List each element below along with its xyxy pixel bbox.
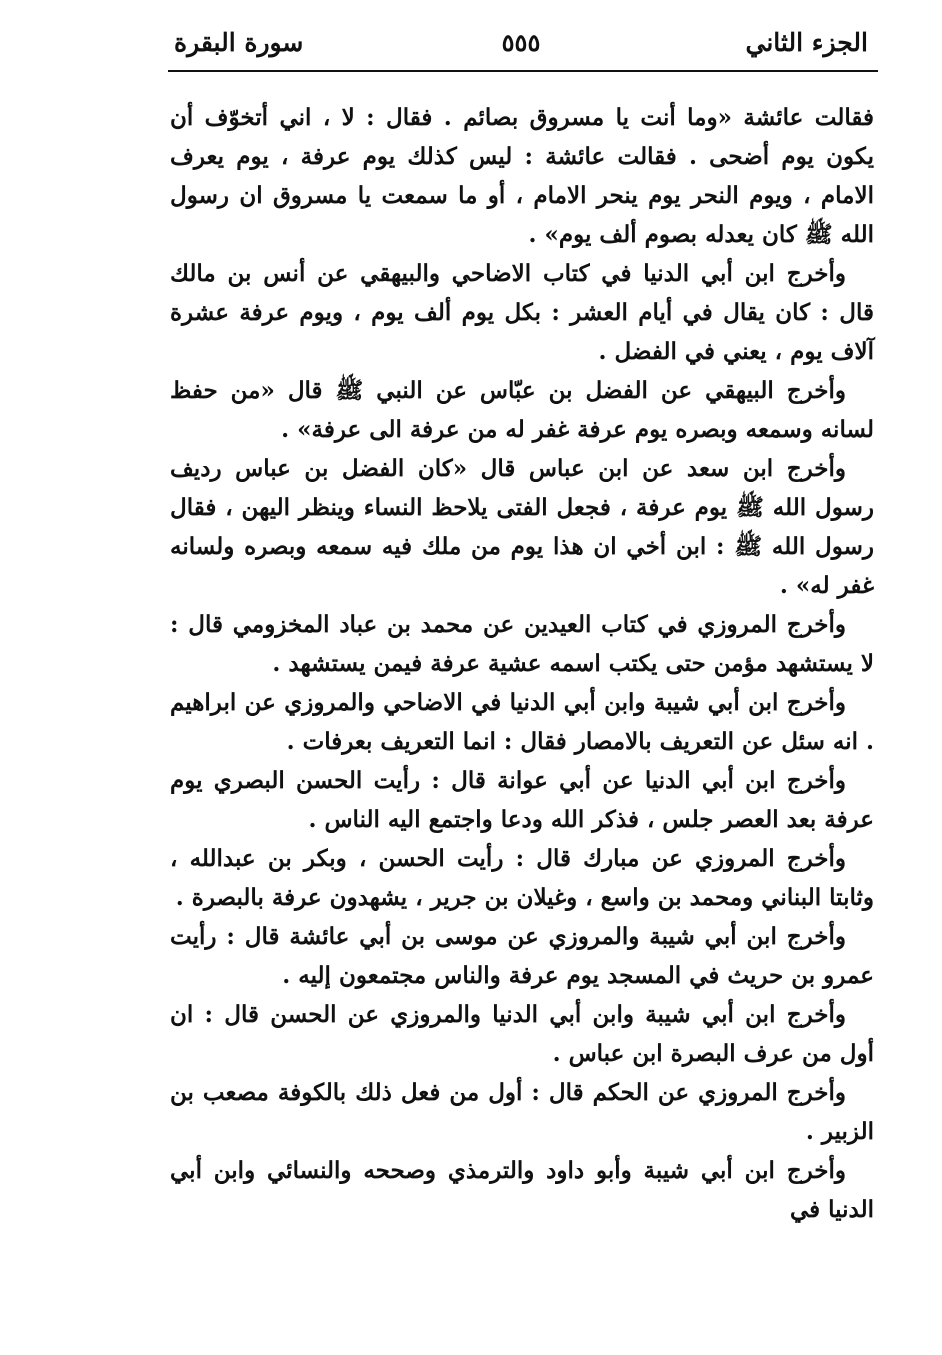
paragraph: وأخرج ابن أبي شيبة وابن أبي الدنيا في الاضاحي والمروزي عن ابراهيم . انه سئل عن التعريف بالامصار فقال : انما التعريف بعرفات . [170, 689, 874, 755]
page-header [168, 24, 874, 68]
paragraph: وأخرج ابن أبي الدنيا في كتاب الاضاحي والبيهقي عن أنس بن مالك قال : كان يقال في أيام العشر : بكل يوم ألف يوم ، ويوم عرفة عشرة آلاف يوم ، يعني في الفضل . [170, 260, 874, 365]
header-divider [168, 70, 878, 72]
paragraph: وأخرج المروزي في كتاب العيدين عن محمد بن عباد المخزومي قال : لا يستشهد مؤمن حتى يكتب اسمه عشية عرفة فيمن يستشهد . [170, 611, 874, 677]
paragraph: وأخرج ابن أبي الدنيا عن أبي عوانة قال : رأيت الحسن البصري يوم عرفة بعد العصر جلس ، فذكر الله ودعا واجتمع اليه الناس . [170, 767, 874, 833]
page-number: ٥٥٥ [501, 28, 541, 57]
paragraph: وأخرج ابن أبي شيبة وابن أبي الدنيا والمروزي عن الحسن قال : ان أول من عرف البصرة ابن عباس . [170, 1001, 874, 1067]
surah-label: سورة البقرة [174, 28, 304, 57]
paragraph: وأخرج ابن أبي شيبة والمروزي عن موسى بن أبي عائشة قال : رأيت عمرو بن حريث في المسجد يوم عرفة والناس مجتمعون إليه . [170, 923, 874, 989]
paragraph: وأخرج المروزي عن الحكم قال : أول من فعل ذلك بالكوفة مصعب بن الزبير . [170, 1079, 874, 1145]
paragraph: وأخرج المروزي عن مبارك قال : رأيت الحسن ، وبكر بن عبدالله ، وثابتا البناني ومحمد بن واسع ، وغيلان بن جرير ، يشهدون عرفة بالبصرة . [170, 845, 874, 911]
paragraph: فقالت عائشة «وما أنت يا مسروق بصائم . فقال : لا ، اني أتخوّف أن يكون يوم أضحى . فقالت عائشة : ليس كذلك يوم عرفة ، يوم يعرف الامام ، ويوم النحر يوم ينحر الامام ، أو ما سمعت يا مسروق ان رسول الله ﷺ كان يعدله بصوم ألف يوم» . [170, 104, 874, 248]
page-body [170, 98, 874, 1229]
paragraph: وأخرج ابن سعد عن ابن عباس قال «كان الفضل بن عباس رديف رسول الله ﷺ يوم عرفة ، فجعل الفتى يلاحظ النساء وينظر اليهن ، فقال رسول الله ﷺ : ابن أخي ان هذا يوم من ملك فيه سمعه وبصره ولسانه غفر له» . [170, 455, 874, 599]
paragraph: وأخرج ابن أبي شيبة وأبو داود والترمذي وصححه والنسائي وابن أبي الدنيا في [170, 1157, 874, 1223]
paragraph: وأخرج البيهقي عن الفضل بن عبّاس عن النبي ﷺ قال «من حفظ لسانه وسمعه وبصره يوم عرفة غفر له من عرفة الى عرفة» . [170, 377, 874, 443]
part-label: الجزء الثاني [745, 28, 868, 57]
